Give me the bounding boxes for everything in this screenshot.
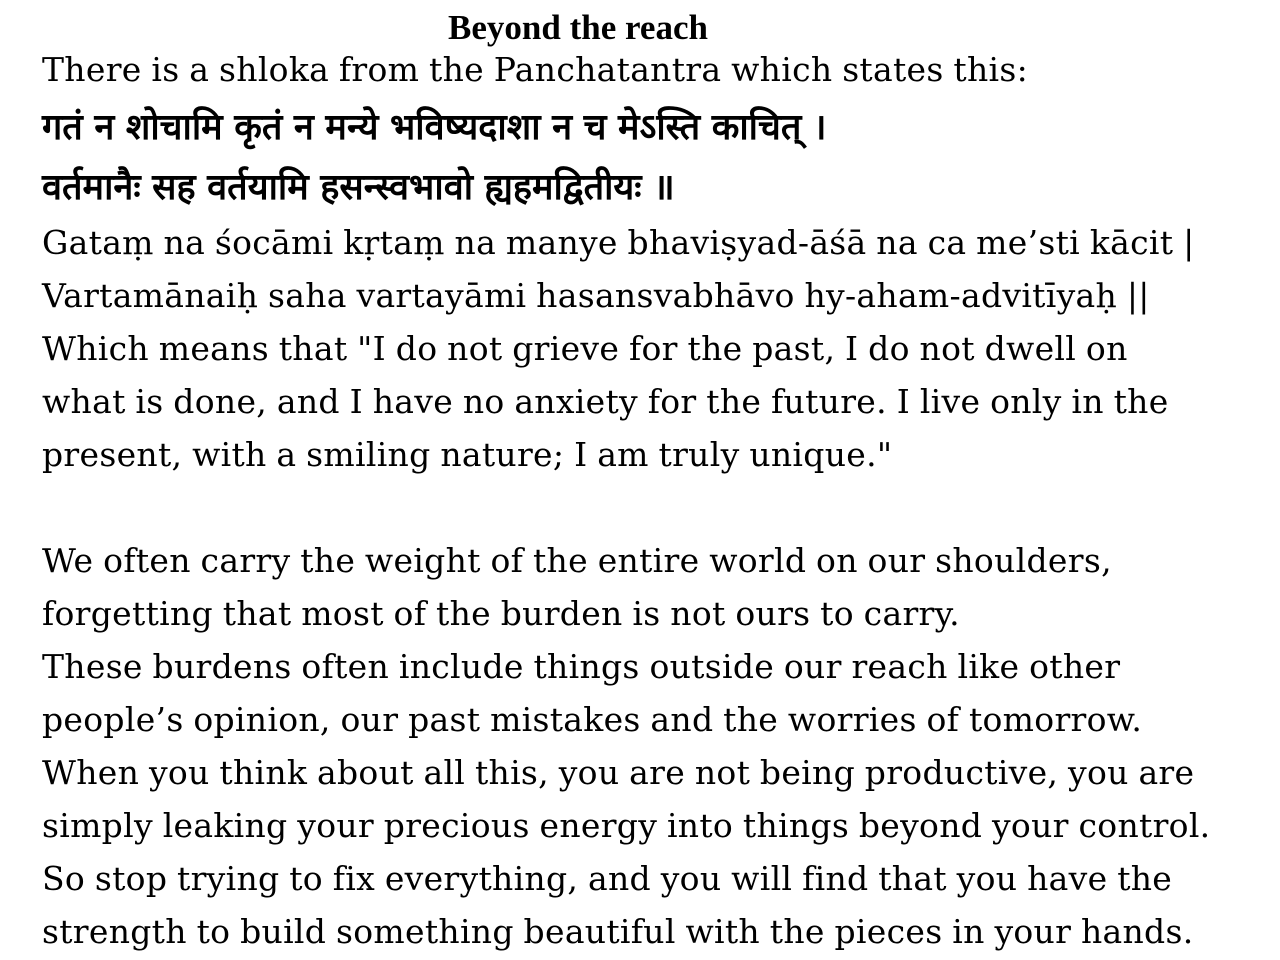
shloka-devanagari-line-1: गतं न शोचामि कृतं न मन्ये भविष्यदाशा न च मेऽस्ति काचित् ।	[42, 107, 827, 148]
meaning-line-2: what is done, and I have no anxiety for the future. I live only in the	[42, 382, 1169, 421]
reflection-line-5: When you think about all this, you are not being productive, you are	[42, 753, 1195, 792]
shloka-transliteration-line-1: Gataṃ na śocāmi kṛtaṃ na manye bhaviṣyad-āśā na ca me’sti kācit |	[42, 223, 1195, 262]
meaning-line-3: present, with a smiling nature; I am truly unique."	[42, 435, 893, 474]
reflection-line-2: forgetting that most of the burden is not ours to carry.	[42, 594, 960, 633]
intro-line: There is a shloka from the Panchatantra which states this:	[42, 50, 1029, 89]
paragraph-spacer	[42, 483, 1274, 536]
reflection-line-1: We often carry the weight of the entire world on our shoulders,	[42, 541, 1112, 580]
document-title: Beyond the reach	[448, 8, 708, 47]
shloka-transliteration-line-2: Vartamānaiḥ saha vartayāmi hasansvabhāvo hy-aham-advitīyaḥ ||	[42, 276, 1150, 315]
reflection-line-3: These burdens often include things outside our reach like other	[42, 647, 1121, 686]
reflection-line-7: So stop trying to fix everything, and you will find that you have the	[42, 859, 1173, 898]
reflection-line-8: strength to build something beautiful with the pieces in your hands.	[42, 912, 1194, 951]
document-body	[42, 45, 1274, 960]
shloka-devanagari-line-2: वर्तमानैः सह वर्तयामि हसन्स्वभावो ह्यहमद्वितीयः ॥	[42, 167, 675, 208]
meaning-line-1: Which means that "I do not grieve for the past, I do not dwell on	[42, 329, 1128, 368]
reflection-line-4: people’s opinion, our past mistakes and the worries of tomorrow.	[42, 700, 1143, 739]
reflection-line-6: simply leaking your precious energy into things beyond your control.	[42, 806, 1211, 845]
